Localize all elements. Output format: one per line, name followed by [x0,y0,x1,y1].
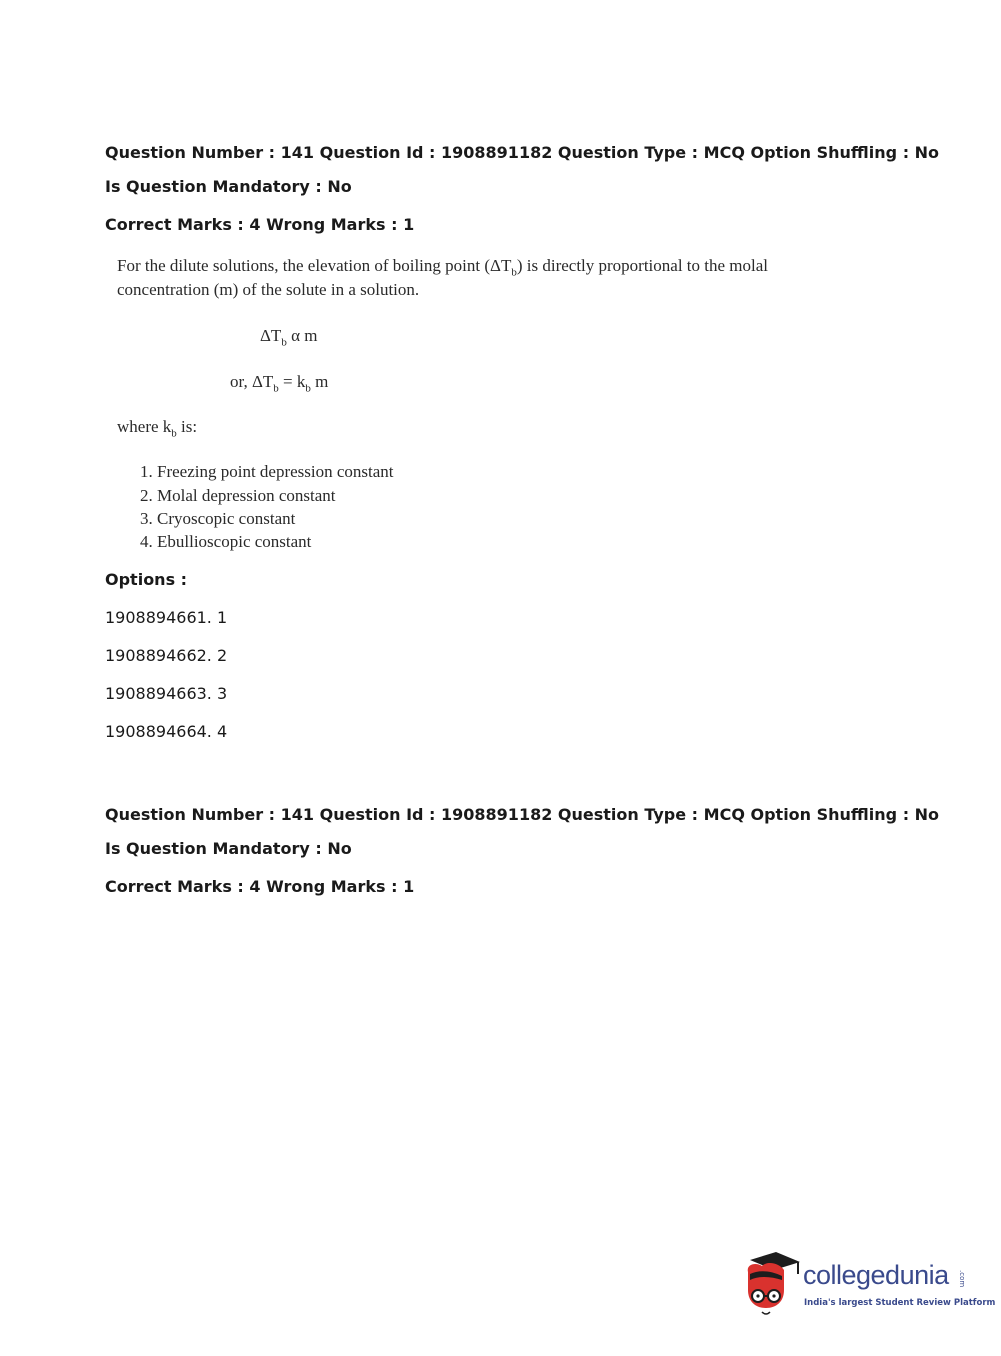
logo-dotcom: .com [958,1270,966,1288]
list-item: 4. Ebullioscopic constant [140,532,312,551]
list-item: 3. Cryoscopic constant [140,509,296,528]
mandatory-line: Is Question Mandatory : No [105,839,352,858]
list-item: 2. Molal depression constant [140,486,336,505]
question-header-line: Question Number : 141 Question Id : 1908891182 Question Type : MCQ Option Shuffling : No [105,805,940,824]
question-header-line: Question Number : 141 Question Id : 1908891182 Question Type : MCQ Option Shuffling : No [105,143,940,162]
logo-wordmark: collegedunia [803,1260,949,1290]
logo-tagline: India's largest Student Review Platform [804,1298,996,1308]
option-item: 1908894661. 1 [105,608,228,627]
mascot-icon [740,1250,802,1320]
question-paragraph-line2: concentration (m) of the solute in a solution. [117,280,420,299]
marks-line: Correct Marks : 4 Wrong Marks : 1 [105,877,415,896]
list-item: 1. Freezing point depression constant [140,462,394,481]
options-label: Options : [105,570,188,589]
equation-proportional: $\Delta T_b$ α m [260,326,318,349]
option-item: 1908894662. 2 [105,646,228,665]
where-line: where $k_b$ is: [117,417,198,440]
marks-line: Correct Marks : 4 Wrong Marks : 1 [105,215,415,234]
equation-constant: or, $\Delta T_b = k_b$ m [230,372,329,395]
collegedunia-logo [740,1250,996,1320]
mandatory-line: Is Question Mandatory : No [105,177,352,196]
option-item: 1908894663. 3 [105,684,228,703]
question-paragraph-line1: For the dilute solutions, the elevation of boiling point $(\Delta T_b)$ is directly proportional to the molal [117,256,769,279]
option-item: 1908894664. 4 [105,722,228,741]
